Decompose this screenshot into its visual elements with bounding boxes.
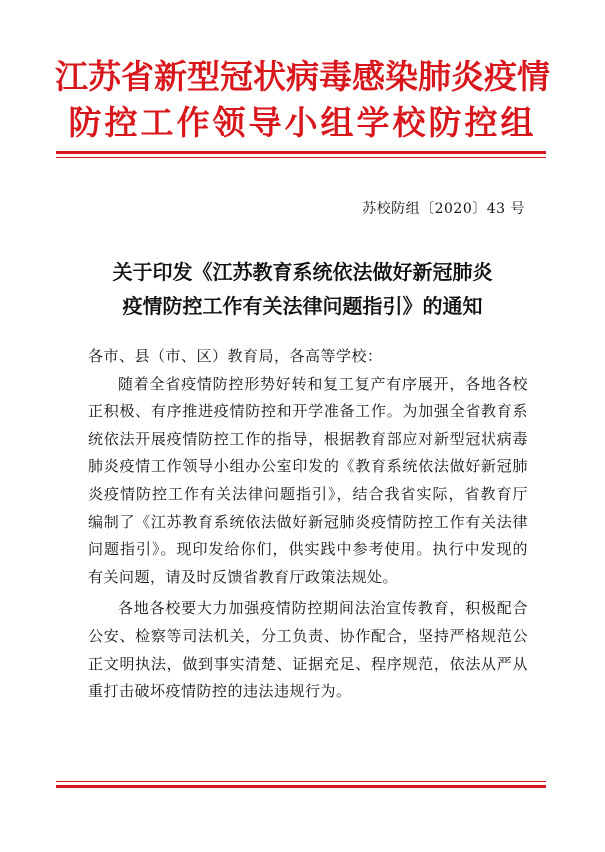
- document-title: [0, 255, 605, 323]
- footer-rule-thick: [56, 785, 546, 788]
- footer-rule-thin: [56, 781, 546, 782]
- document-body: [88, 343, 528, 706]
- issuer-header-line-1: 江苏省新型冠状病毒感染肺炎疫情: [55, 57, 550, 96]
- header-rule-thin: [56, 157, 546, 158]
- document-number: 苏校防组〔2020〕43 号: [362, 201, 525, 217]
- issuer-header: [0, 54, 605, 146]
- body-paragraph-1: 随着全省疫情防控形势好转和复工复产有序展开，各地各校正积极、有序推进疫情防控和开学准备工作。为加强全省教育系统依法开展疫情防控工作的指导，根据教育部应对新型冠状病毒肺炎疫情工作领导小组办公室印发的《教育系统依法做好新冠肺炎疫情防控工作有关法律问题指引》，结合我省实际，省教育厅编制了《江苏教育系统依法做好新冠肺炎疫情防控工作有关法律问题指引》。现印发给你们，供实践中参考使用。执行中发现的有关问题，请及时反馈省教育厅政策法规处。: [88, 374, 528, 586]
- salutation: 各市、县（市、区）教育局，各高等学校：: [88, 347, 383, 365]
- header-rule-thick: [56, 151, 546, 154]
- body-paragraph-2: 各地各校要大力加强疫情防控期间法治宣传教育，积极配合公安、检察等司法机关，分工负责、协作配合，坚持严格规范公正文明执法，做到事实清楚、证据充足、程序规范，依法从严从重打击破坏疫情防控的违法违规行为。: [88, 599, 528, 701]
- document-title-line-1: 关于印发《江苏教育系统依法做好新冠肺炎: [112, 260, 493, 284]
- document-title-line-2: 疫情防控工作有关法律问题指引》的通知: [122, 294, 483, 318]
- issuer-header-line-2: 防控工作领导小组学校防控组: [68, 103, 537, 142]
